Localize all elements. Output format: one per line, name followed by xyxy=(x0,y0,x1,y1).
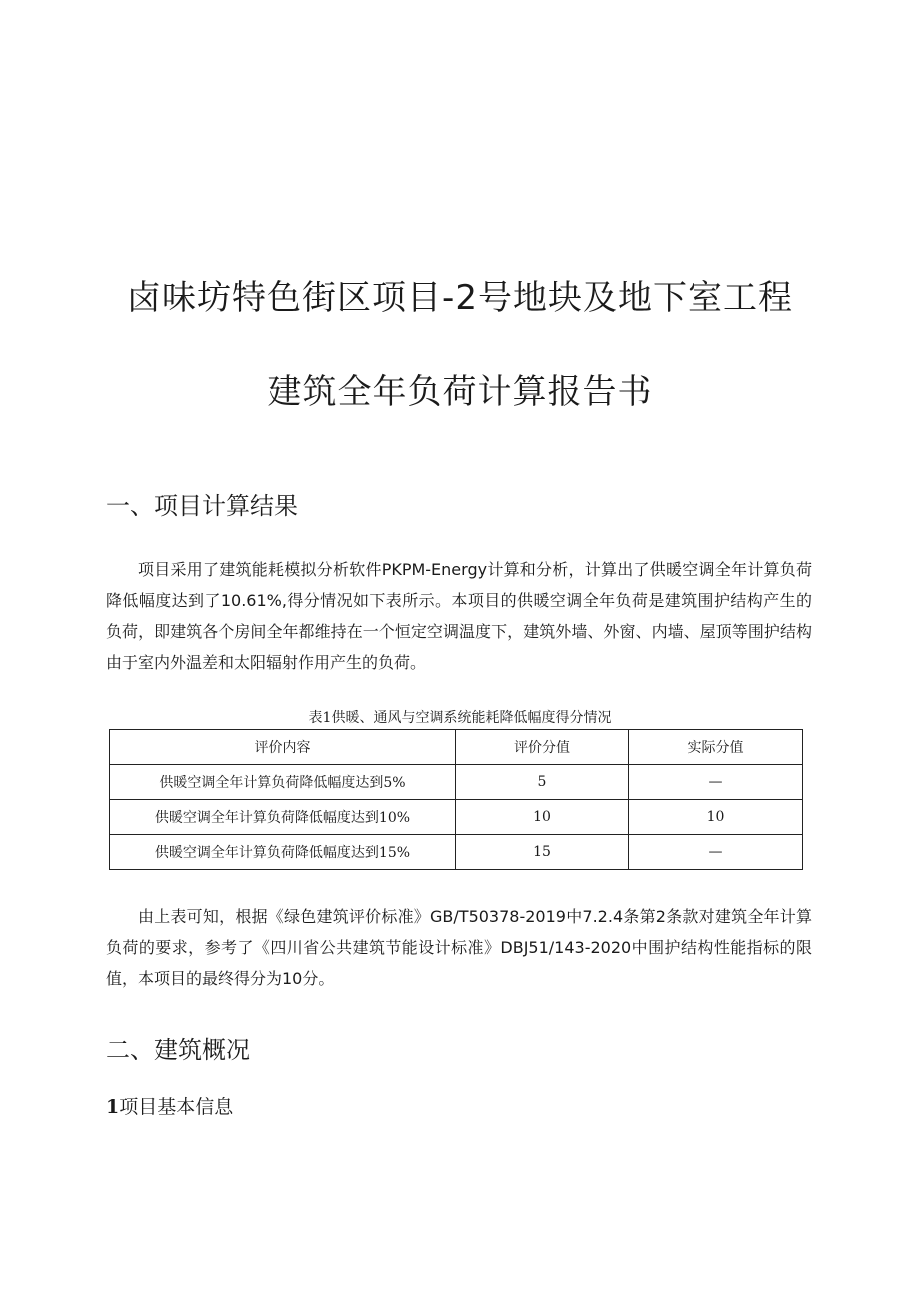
score-table xyxy=(109,729,803,870)
subheading-number: 1 xyxy=(106,1096,120,1118)
table-cell-actual-score: — xyxy=(628,835,802,870)
document-title-line-1: 卤味坊特色街区项目-2号地块及地下室工程 xyxy=(127,278,793,318)
document-title-line-2: 建筑全年负荷计算报告书 xyxy=(267,372,653,412)
table-row xyxy=(110,835,803,870)
table-header-row xyxy=(110,730,803,765)
table-cell-max-score: 5 xyxy=(455,765,628,800)
table-header-cell: 实际分值 xyxy=(628,730,802,765)
table-header-cell: 评价内容 xyxy=(110,730,456,765)
table-cell-criterion: 供暖空调全年计算负荷降低幅度达到5% xyxy=(110,765,456,800)
table-caption: 表1供暖、通风与空调系统能耗降低幅度得分情况 xyxy=(308,710,612,726)
table-cell-actual-score: 10 xyxy=(628,800,802,835)
table-row xyxy=(110,800,803,835)
table-cell-max-score: 15 xyxy=(455,835,628,870)
subheading-label: 项目基本信息 xyxy=(119,1096,234,1118)
subheading-basic-info xyxy=(106,1092,233,1119)
table-row xyxy=(110,765,803,800)
table-cell-actual-score: — xyxy=(628,765,802,800)
table-cell-max-score: 10 xyxy=(455,800,628,835)
calculation-results-paragraph: 项目采用了建筑能耗模拟分析软件PKPM-Energy计算和分析，计算出了供暖空调全年计算负荷降低幅度达到了10.61%,得分情况如下表所示。本项目的供暖空调全年负荷是建筑围护结构产生的负荷，即建筑各个房间全年都维持在一个恒定空调温度下，建筑外墙、外窗、内墙、屋顶等围护结构由于室内外温差和太阳辐射作用产生的负荷。 xyxy=(106,560,812,672)
table-header-cell: 评价分值 xyxy=(455,730,628,765)
table-cell-criterion: 供暖空调全年计算负荷降低幅度达到10% xyxy=(110,800,456,835)
section-heading-building-overview: 二、建筑概况 xyxy=(106,1036,250,1064)
conclusion-paragraph: 由上表可知，根据《绿色建筑评价标准》GB/T50378-2019中7.2.4条第2条款对建筑全年计算负荷的要求，参考了《四川省公共建筑节能设计标准》DBJ51/143-2020中围护结构性能指标的限值，本项目的最终得分为10分。 xyxy=(106,907,812,988)
table-cell-criterion: 供暖空调全年计算负荷降低幅度达到15% xyxy=(110,835,456,870)
section-heading-calculation-results: 一、项目计算结果 xyxy=(106,492,298,520)
